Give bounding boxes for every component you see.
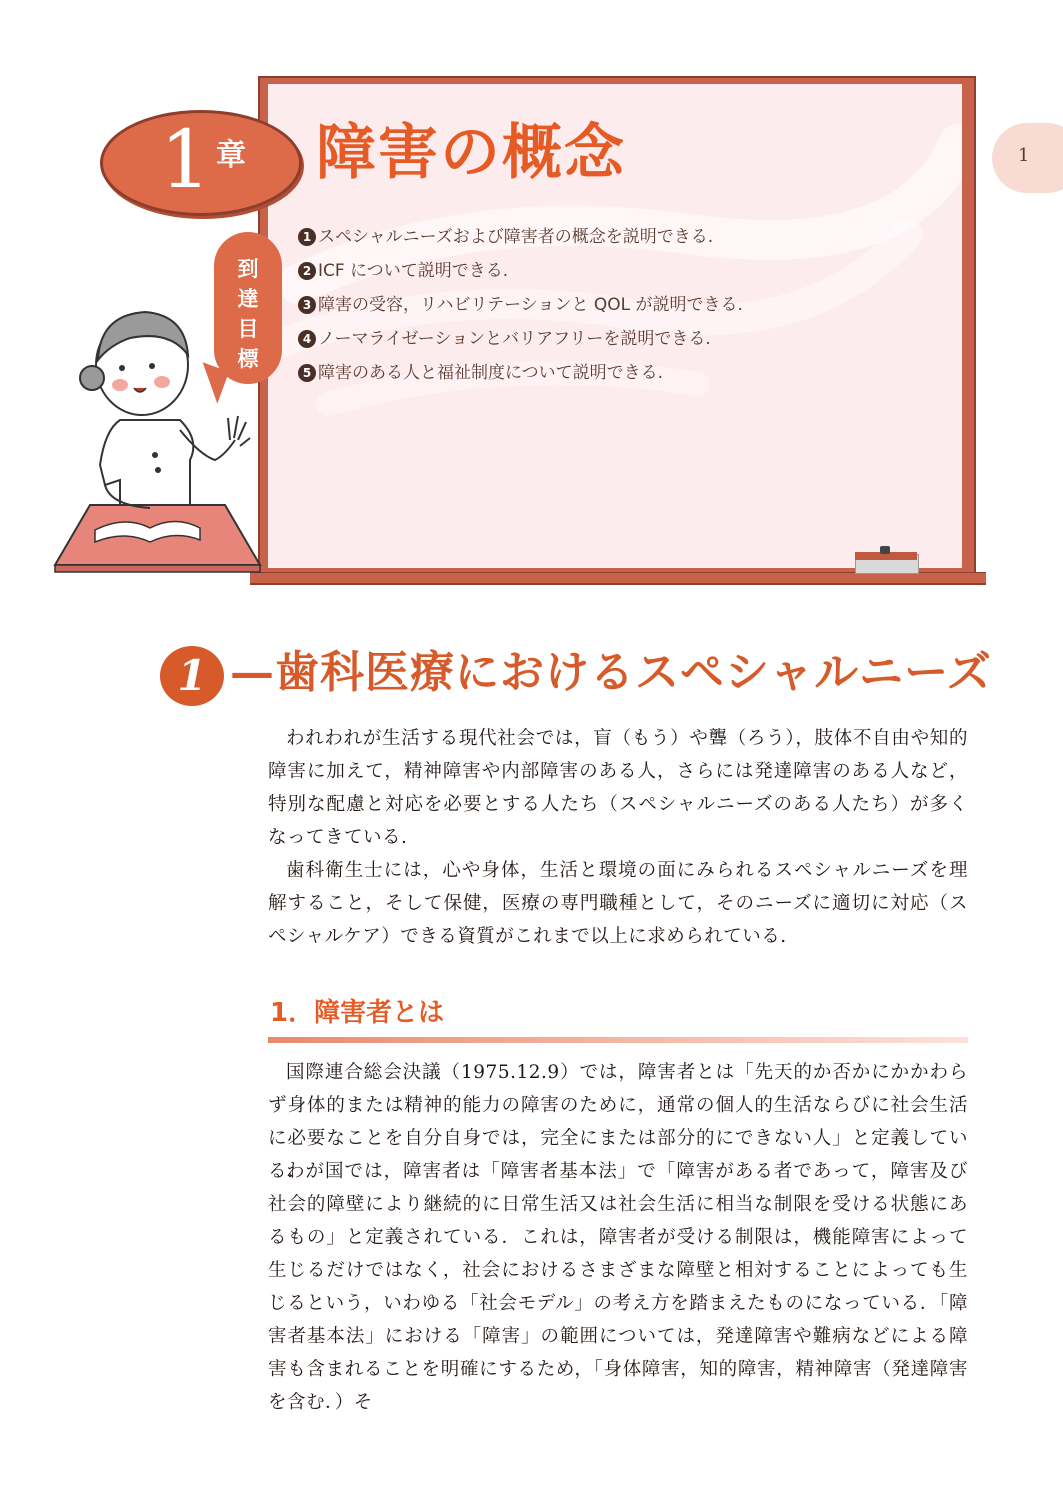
- objective-item: [298, 288, 938, 322]
- page-number: 1: [1018, 145, 1030, 166]
- goal-label-char: 達: [237, 287, 259, 311]
- subsection-paragraph: 国際連合総会決議（1975.12.9）では，障害者とは「先天的か否かにかかわらず身体的または精神的能力の障害のために，通常の個人的生活ならびに社会生活に必要なことを自分自身では，完全にまたは部分的にできない人」と定義している.: [268, 1062, 968, 1182]
- learning-objectives-list: [298, 220, 938, 390]
- objective-number-icon: 3: [298, 296, 316, 314]
- section-paragraph: 歯科衛生士には，心や身体，生活と環境の面にみられるスペシャルニーズを理解すること，そして保健，医療の専門職種として，そのニーズに適切に対応（スペシャルケア）できる資質がこれまで以上に求められている.: [268, 860, 968, 947]
- section-title: —歯科医療におけるスペシャルニーズ: [230, 647, 992, 698]
- objective-text: スペシャルニーズおよび障害者の概念を説明できる.: [318, 227, 714, 247]
- section-paragraph: われわれが生活する現代社会では，盲（もう）や聾（ろう），肢体不自由や知的障害に加えて，精神障害や内部障害のある人，さらには発達障害のある人など，特別な配慮と対応を必要とする人たち（スペシャルニーズのある人たち）が多くなってきている.: [268, 728, 968, 848]
- objective-text: ノーマライゼーションとバリアフリーを説明できる.: [318, 329, 711, 349]
- objective-number-icon: 4: [298, 330, 316, 348]
- subsection-underline: [268, 1037, 968, 1043]
- goal-label-char: 到: [237, 257, 259, 281]
- objective-item: [298, 220, 938, 254]
- objective-item: [298, 356, 938, 390]
- subsection-paragraph: わが国では，障害者は「障害者基本法」で「障害がある者であって，障害及び社会的障壁により継続的に日常生活又は社会生活に相当な制限を受ける状態にあるもの」と定義されている．これは，障害者が受ける制限は，機能障害によって生じるだけではなく，社会におけるさまざまな障壁と相対することによっても生じるという，いわゆる「社会モデル」の考え方を踏まえたものになっている．「障害者基本法」における「障害」の範囲については，発達障害や難病などによる障害も含まれることを明確にするため，「身体障害，知的障害，精神障害（発達障害を含む．）そ: [268, 1161, 968, 1413]
- objective-text: 障害のある人と福祉制度について説明できる.: [318, 363, 664, 383]
- chapter-title: 障害の概念: [316, 118, 626, 188]
- chapter-number: 1: [160, 113, 211, 206]
- goal-label: [214, 254, 282, 374]
- objective-number-icon: 5: [298, 364, 316, 382]
- chapter-label: 章: [216, 138, 246, 173]
- objective-item: [298, 254, 938, 288]
- goal-label-char: 目: [237, 317, 259, 341]
- goal-label-char: 標: [237, 347, 259, 371]
- objective-number-icon: 2: [298, 262, 316, 280]
- objective-number-icon: 1: [298, 228, 316, 246]
- objective-item: [298, 322, 938, 356]
- subsection-title: 1．障害者とは: [270, 998, 445, 1028]
- section-number: 1: [177, 651, 207, 700]
- objective-text: 障害の受容，リハビリテーションと QOL が説明できる.: [318, 295, 743, 315]
- objective-text: ICF について説明できる.: [318, 261, 509, 281]
- eraser-handle: [880, 546, 890, 554]
